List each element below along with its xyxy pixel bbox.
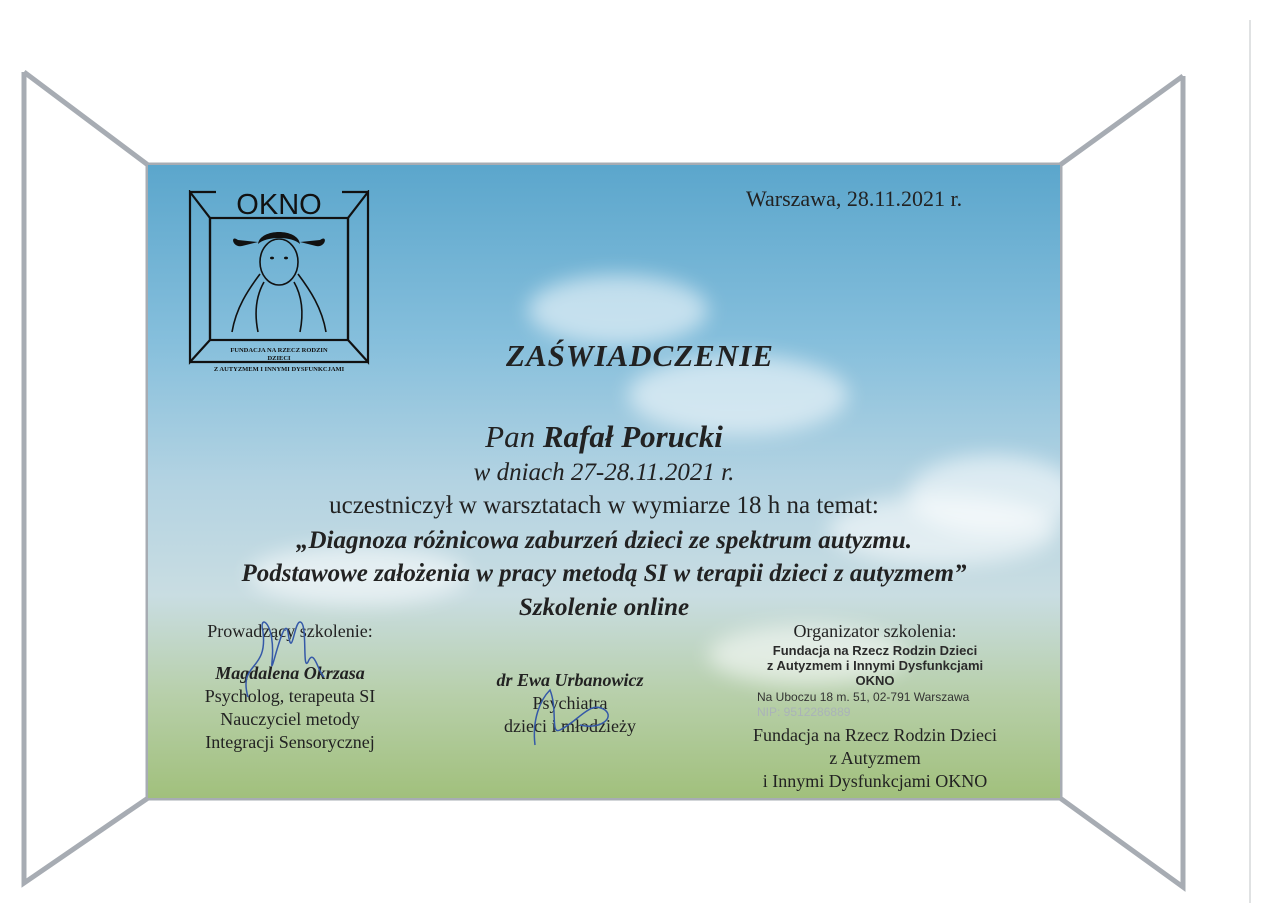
workshop-dates: w dniach 27-28.11.2021 r. <box>473 459 735 486</box>
recipient-name: Rafał Porucki <box>542 419 723 454</box>
middle-role-1: Psychiatra <box>532 693 608 713</box>
left-name: Magdalena Okrzasa <box>215 663 365 683</box>
org-line-3: i Innymi Dysfunkcjami OKNO <box>762 771 988 791</box>
signature-right <box>720 620 1030 643</box>
org-line-1: Fundacja na Rzecz Rodzin Dzieci <box>753 725 997 745</box>
organizer-stamp <box>740 643 1010 688</box>
logo-caption-2: DZIECI <box>267 355 291 362</box>
logo-caption-1: FUNDACJA NA RZECZ RODZIN <box>230 347 328 354</box>
recipient-line <box>148 419 1060 455</box>
stamp-line-3: OKNO <box>855 673 895 688</box>
left-role-1: Psycholog, terapeuta SI <box>204 686 376 706</box>
organizer-name <box>720 724 1030 793</box>
stamp-line-2: z Autyzmem i Innymi Dysfunkcjami <box>766 658 984 673</box>
handwritten-signature-left <box>228 602 338 712</box>
logo-caption-3: Z AUTYZMEM I INNYMI DYSFUNKCJAMI <box>213 366 345 373</box>
middle-role-2: dzieci i młodzieży <box>504 716 636 736</box>
certificate-title: ZAŚWIADCZENIE <box>506 338 774 373</box>
logo-wordmark: OKNO <box>236 190 322 221</box>
left-role-2: Nauczyciel metody <box>220 709 360 729</box>
workshop-description: uczestniczył w warsztatach w wymiarze 18 h na temat: <box>329 492 879 519</box>
stamp-address: Na Uboczu 18 m. 51, 02-791 Warszawa <box>757 690 970 704</box>
org-line-2: z Autyzmem <box>829 748 921 768</box>
topic-line-1: „Diagnoza różnicowa zaburzeń dzieci ze spektrum autyzmu. <box>295 527 913 554</box>
middle-name: dr Ewa Urbanowicz <box>496 670 644 690</box>
left-role-3: Integracji Sensorycznej <box>205 732 375 752</box>
topic-line-2: Podstawowe założenia w pracy metodą SI w terapii dzieci z autyzmem” <box>241 560 967 587</box>
left-heading: Prowadzący szkolenie: <box>207 621 373 641</box>
recipient-prefix: Pan <box>485 419 536 454</box>
issue-date: Warszawa, 28.11.2021 r. <box>746 186 963 211</box>
training-mode: Szkolenie online <box>518 594 690 621</box>
right-heading: Organizator szkolenia: <box>793 621 957 641</box>
handwritten-signature-middle <box>520 680 630 750</box>
stamp-nip: NIP: 9512286889 <box>757 705 851 719</box>
stamp-line-1: Fundacja na Rzecz Rodzin Dzieci <box>772 643 978 658</box>
